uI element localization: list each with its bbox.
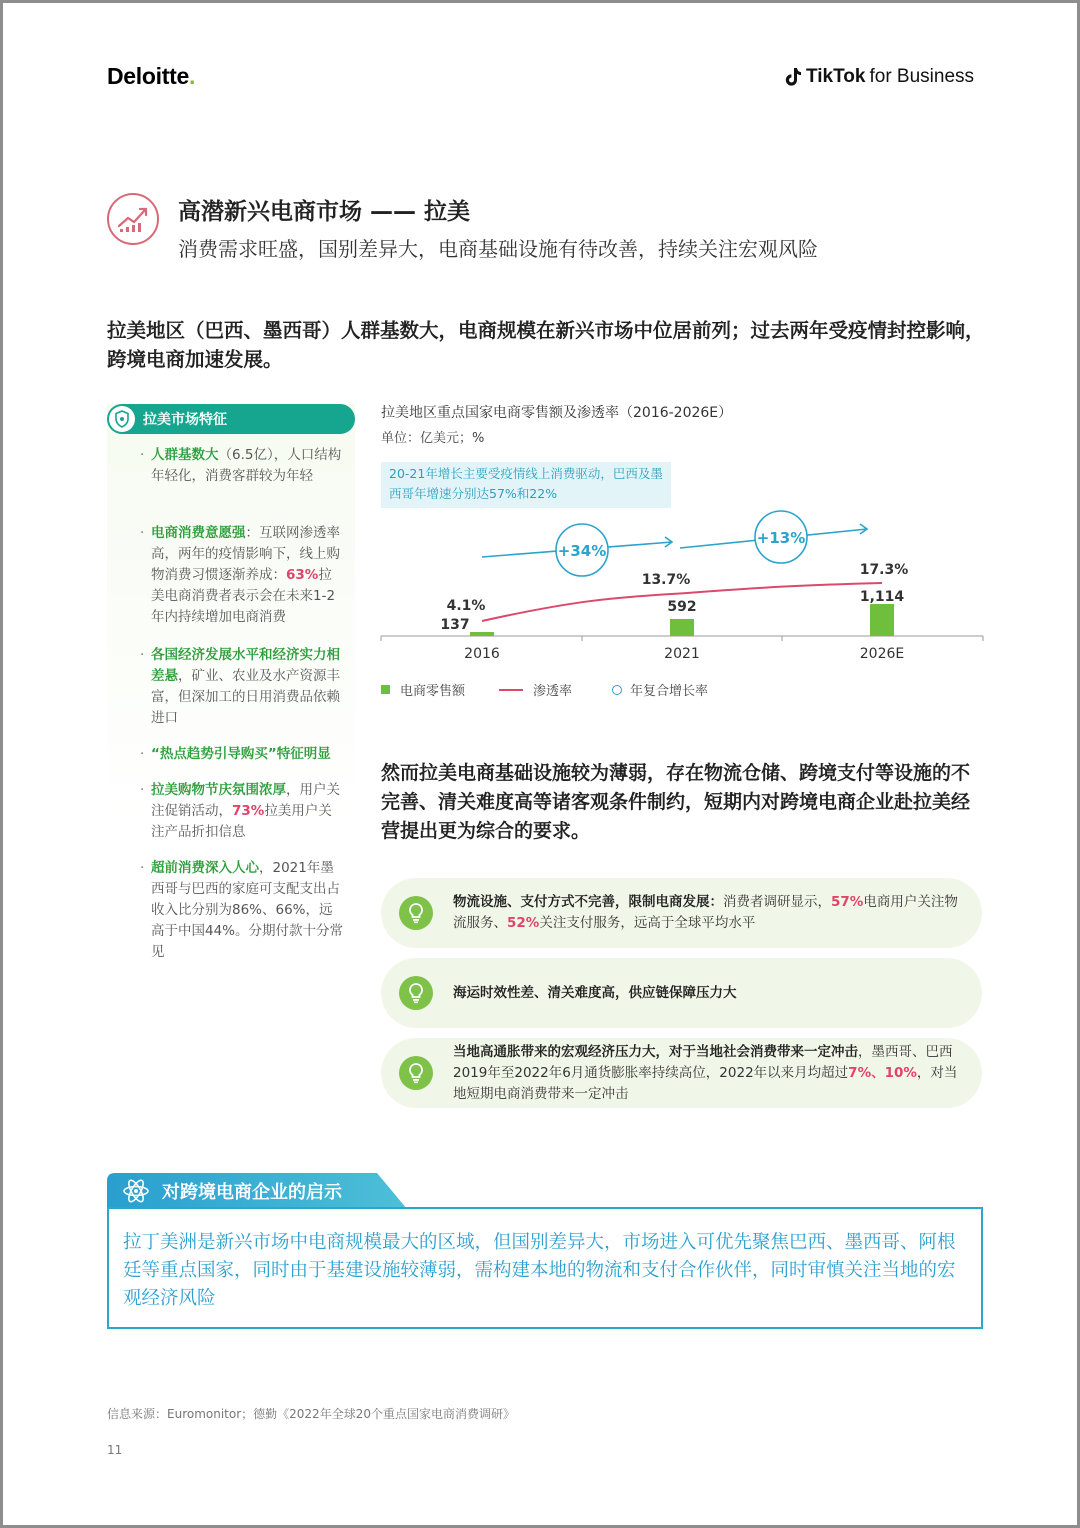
deloitte-logo: [107, 63, 195, 90]
feature-text: ，矿业、农业及水产资源丰富，但深加工的日用消费品依赖进口: [151, 668, 340, 726]
card-bold: 海运时效性差、清关难度高，供应链保障压力大: [453, 984, 737, 1001]
intro-paragraph: 拉美地区（巴西、墨西哥）人群基数大，电商规模在新兴市场中位居前列；过去两年受疫情封控影响，跨境电商加速发展。: [107, 319, 985, 371]
x-tick-label-2026E: 2026E: [859, 646, 905, 662]
chart-legend: [381, 680, 708, 699]
growth-rate-label-0: +34%: [557, 542, 607, 560]
tiktok-for-business-logo: [784, 66, 974, 88]
legend-bar-label: 电商零售额: [400, 684, 466, 699]
feature-highlight: 电商消费意愿强: [151, 525, 246, 541]
feature-highlight: 人群基数大: [151, 447, 219, 463]
lightbulb-icon: [399, 896, 433, 930]
feature-stat: 73%: [232, 803, 265, 819]
deloitte-logo-text: Deloitte: [107, 63, 189, 89]
feature-text-2: 拉美电商消费者表示会在未来1-2年内持续增加电商消费: [151, 567, 336, 625]
line-label-2021: 13.7%: [641, 572, 691, 588]
feature-highlight: 超前消费深入人心: [151, 860, 259, 876]
bullet: ·: [140, 860, 145, 876]
feature-text: ，用户关注促销活动，: [151, 782, 340, 819]
feature-item-population: [140, 445, 345, 487]
growth-rate-label-1: +13%: [756, 529, 806, 547]
chart-annotation: 20-21年增长主要受疫情线上消费驱动，巴西及墨西哥年增速分别达57%和22%: [381, 462, 671, 508]
feature-text: （6.5亿），人口结构年轻化，消费客群较为年轻: [151, 447, 342, 484]
feature-item-shopping-festival: [140, 780, 345, 843]
bar-2026E: [870, 604, 894, 636]
bullet: ·: [140, 525, 145, 541]
chart-title: 拉美地区重点国家电商零售额及渗透率（2016-2026E）: [381, 405, 733, 421]
card-stat-2: 52%: [507, 915, 540, 931]
card-text: [453, 983, 737, 1004]
legend-growth-swatch: [612, 685, 622, 695]
card-shipping-customs: [381, 958, 982, 1028]
legend-line-label: 渗透率: [533, 684, 573, 699]
feature-text: ，2021年墨西哥与巴西的家庭可支配支出占收入比分别为86%、66%，远高于中国44%。分期付款十分常见: [151, 860, 344, 960]
bar-2016: [470, 632, 494, 636]
source-note: 信息来源：Euromonitor；德勤《2022年全球20个重点国家电商消费调研》: [107, 1407, 515, 1421]
card-stat-1: 57%: [831, 894, 864, 910]
line-label-2026E: 17.3%: [859, 562, 909, 578]
card-text: [453, 892, 968, 934]
x-tick-label-2021: 2021: [664, 646, 700, 662]
tiktok-logo-bold: TikTok: [806, 66, 866, 87]
bar-label-2021: 592: [667, 599, 697, 615]
feature-highlight: 各国经济发展水平和经济实力相差悬: [151, 647, 340, 684]
lightbulb-icon: [399, 976, 433, 1010]
x-tick-label-2016: 2016: [464, 646, 500, 662]
feature-item-advance-consumption: [140, 858, 345, 963]
growth-chart-icon: [107, 193, 159, 245]
tiktok-logo-rest: for Business: [869, 66, 975, 87]
bullet: ·: [140, 647, 145, 663]
line-label-2016: 4.1%: [446, 598, 486, 614]
card-bold: 物流设施、支付方式不完善，限制电商发展：: [453, 894, 723, 910]
legend-line-swatch: [499, 689, 523, 691]
card-text-1: ，墨西哥、巴西2019年至2022年6月通货膨胀率持续高位，2022年以来月均超过: [453, 1043, 953, 1081]
card-text-3: 关注支付服务，远高于全球平均水平: [539, 915, 756, 931]
feature-item-economy-gap: [140, 645, 345, 729]
bullet: ·: [140, 447, 145, 463]
card-logistics-payment: [381, 878, 982, 948]
feature-highlight: “热点趋势引导购买”特征明显: [151, 746, 331, 762]
card-text-2: 电商用户关注物流服务、: [453, 894, 958, 931]
card-text-1: 消费者调研显示，: [723, 894, 831, 910]
sidebar-header: [107, 404, 355, 434]
feature-text-2: 拉美用户关注产品折扣信息: [151, 803, 332, 840]
feature-stat: 63%: [286, 567, 319, 583]
chart-unit: 单位：亿美元；%: [381, 431, 485, 446]
shield-icon: [109, 406, 135, 432]
legend-bar-swatch: [381, 685, 390, 694]
page-title: 高潜新兴电商市场 —— 拉美: [178, 199, 471, 225]
feature-item-trend-driven: [140, 744, 345, 765]
card-stat-1: 7%、10%: [848, 1064, 917, 1081]
bar-2021: [670, 619, 694, 636]
bullet: ·: [140, 746, 145, 762]
insight-title: 对跨境电商企业的启示: [162, 1182, 342, 1203]
feature-text: ：互联网渗透率高，两年的疫情影响下，线上购物消费习惯逐渐养成：: [151, 525, 340, 583]
card-text: [453, 1042, 968, 1105]
feature-highlight: 拉美购物节庆氛围浓厚: [151, 782, 286, 798]
legend-growth-label: 年复合增长率: [630, 684, 709, 699]
card-bold: 当地高通胀带来的宏观经济压力大，对于当地社会消费带来一定冲击: [453, 1043, 858, 1060]
bullet: ·: [140, 782, 145, 798]
ecommerce-chart: [375, 505, 987, 670]
insight-text: 拉丁美洲是新兴市场中电商规模最大的区域，但国别差异大，市场进入可优先聚焦巴西、墨西哥、阿根廷等重点国家，同时由于基建设施较薄弱，需构建本地的物流和支付合作伙伴，同时审慎关注当地的宏观经济风险: [123, 1232, 956, 1309]
page-number: 11: [107, 1443, 123, 1457]
bar-label-2016: 137: [440, 617, 470, 633]
tiktok-note-icon: [784, 67, 802, 87]
bar-label-2026E: 1,114: [859, 589, 905, 605]
deloitte-logo-dot: .: [188, 63, 196, 89]
sidebar-header-label: 拉美市场特征: [143, 412, 227, 428]
infrastructure-paragraph: 然而拉美电商基础设施较为薄弱，存在物流仓储、跨境支付等设施的不完善、清关难度高等诸客观条件制约，短期内对跨境电商企业赴拉美经营提出更为综合的要求。: [381, 762, 971, 842]
lightbulb-icon: [399, 1056, 433, 1090]
card-text-2: ，对当地短期电商消费带来一定冲击: [453, 1064, 958, 1102]
atom-icon: [122, 1177, 150, 1205]
insight-title-row: [122, 1177, 342, 1205]
card-inflation: [381, 1038, 982, 1108]
feature-item-consumption-will: [140, 523, 345, 628]
page-subtitle: 消费需求旺盛，国别差异大，电商基础设施有待改善，持续关注宏观风险: [178, 237, 818, 261]
